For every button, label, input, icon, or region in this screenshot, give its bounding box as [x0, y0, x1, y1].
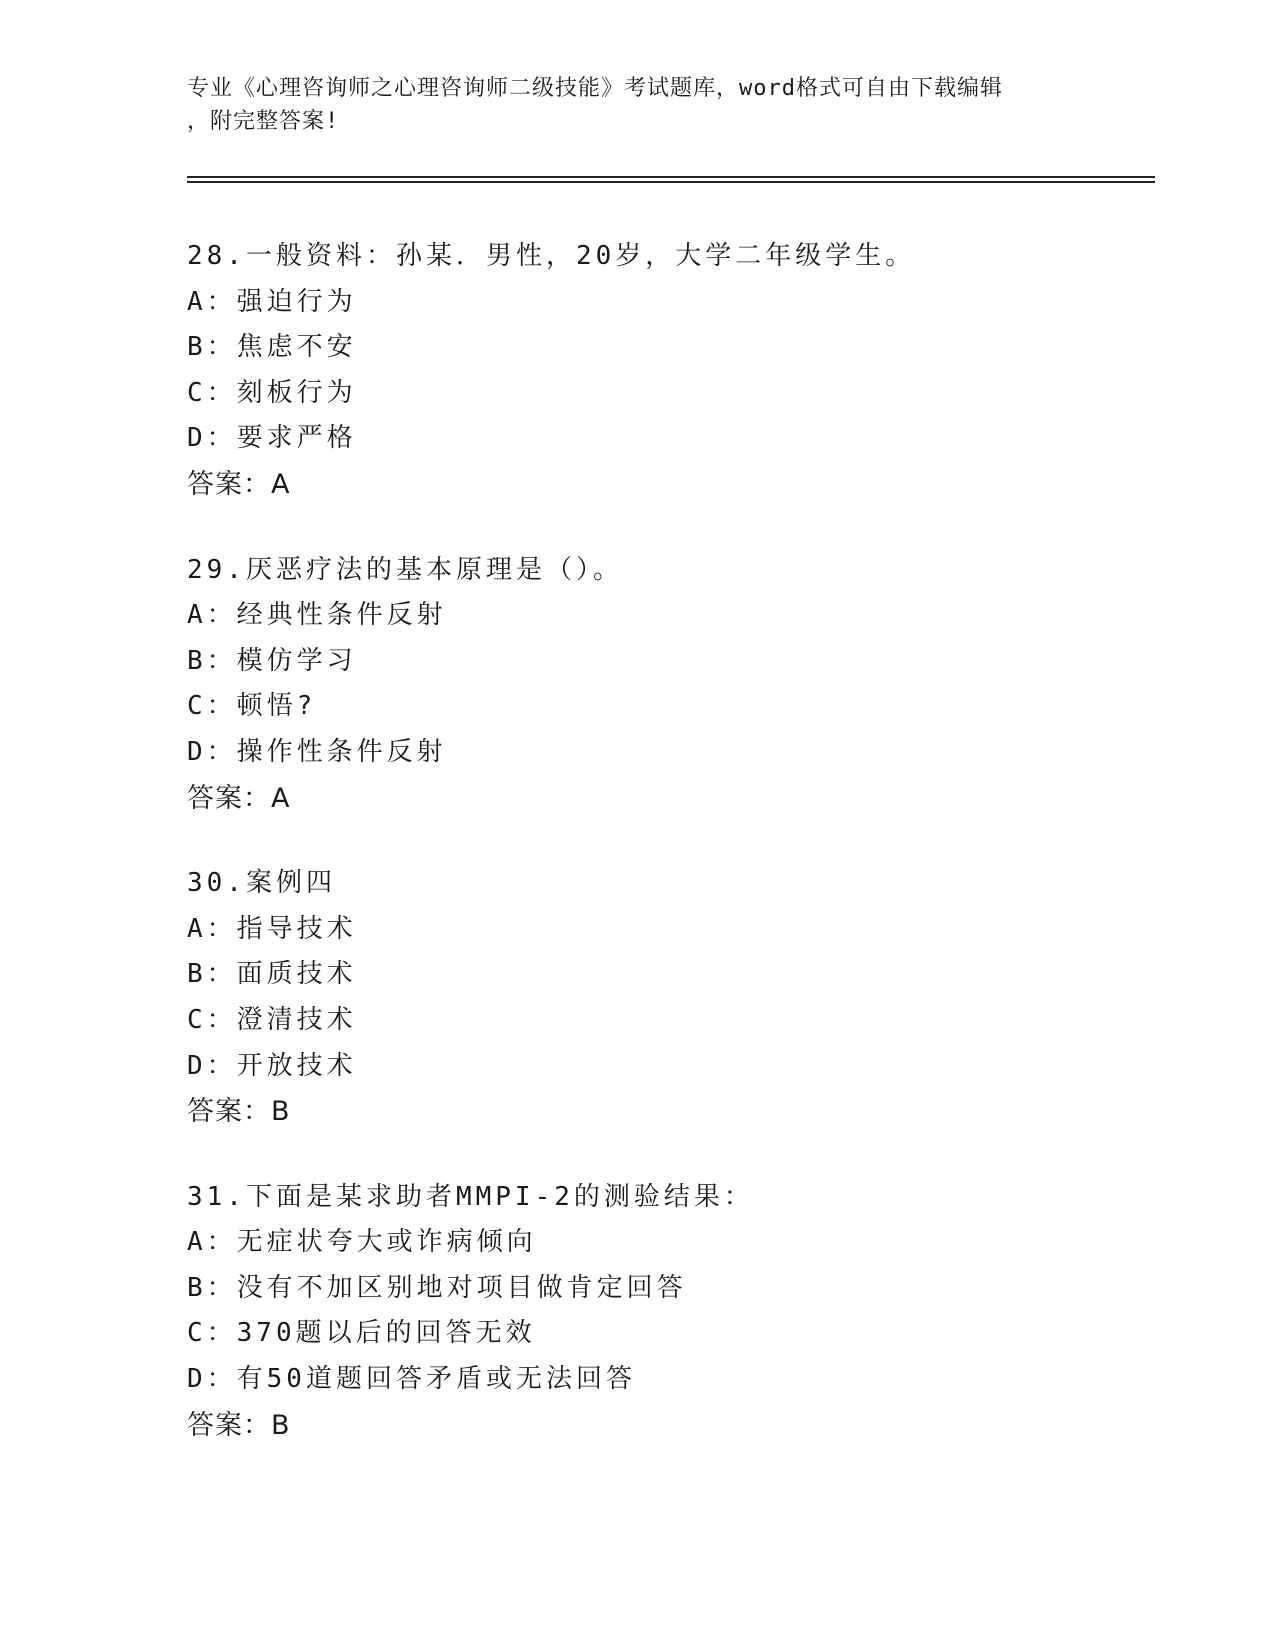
header-line-2: ，附完整答案!	[187, 109, 340, 134]
option-a: A：指导技术	[187, 913, 357, 944]
option-d: D：操作性条件反射	[187, 736, 447, 767]
option-b: B：面质技术	[187, 959, 357, 990]
question-31	[187, 1175, 1087, 1449]
answer-line: 答案：B	[187, 1409, 291, 1441]
header-line-1: 专业《心理咨询师之心理咨询师二级技能》考试题库，word格式可自由下载编辑	[187, 76, 1003, 101]
option-a: A：经典性条件反射	[187, 600, 447, 631]
header-divider-top	[187, 176, 1155, 178]
question-stem: 29.厌恶疗法的基本原理是（）。	[187, 554, 623, 585]
question-28	[187, 234, 1087, 508]
option-c: C：刻板行为	[187, 377, 357, 408]
question-list	[187, 234, 1087, 1488]
option-c: C：370题以后的回答无效	[187, 1318, 536, 1349]
option-a: A：无症状夸大或诈病倾向	[187, 1227, 537, 1258]
option-d: D：要求严格	[187, 423, 357, 454]
option-b: B：没有不加区别地对项目做肯定回答	[187, 1272, 687, 1303]
option-b: B：焦虑不安	[187, 332, 357, 363]
question-stem: 30.案例四	[187, 868, 336, 899]
question-stem: 28.一般资料：孙某．男性，20岁，大学二年级学生。	[187, 241, 916, 271]
question-stem: 31.下面是某求助者MMPI-2的测验结果：	[187, 1181, 754, 1212]
option-d: D：开放技术	[187, 1050, 357, 1081]
document-header	[187, 72, 1067, 138]
answer-line: 答案：A	[187, 468, 291, 500]
option-b: B：模仿学习	[187, 645, 357, 676]
answer-line: 答案：A	[187, 782, 291, 814]
question-29	[187, 548, 1087, 822]
question-30	[187, 861, 1087, 1135]
option-c: C：顿悟?	[187, 691, 317, 722]
option-a: A：强迫行为	[187, 286, 357, 317]
answer-line: 答案：B	[187, 1096, 291, 1128]
option-d: D：有50道题回答矛盾或无法回答	[187, 1364, 636, 1395]
header-divider-bottom	[187, 181, 1155, 183]
option-c: C：澄清技术	[187, 1004, 357, 1035]
